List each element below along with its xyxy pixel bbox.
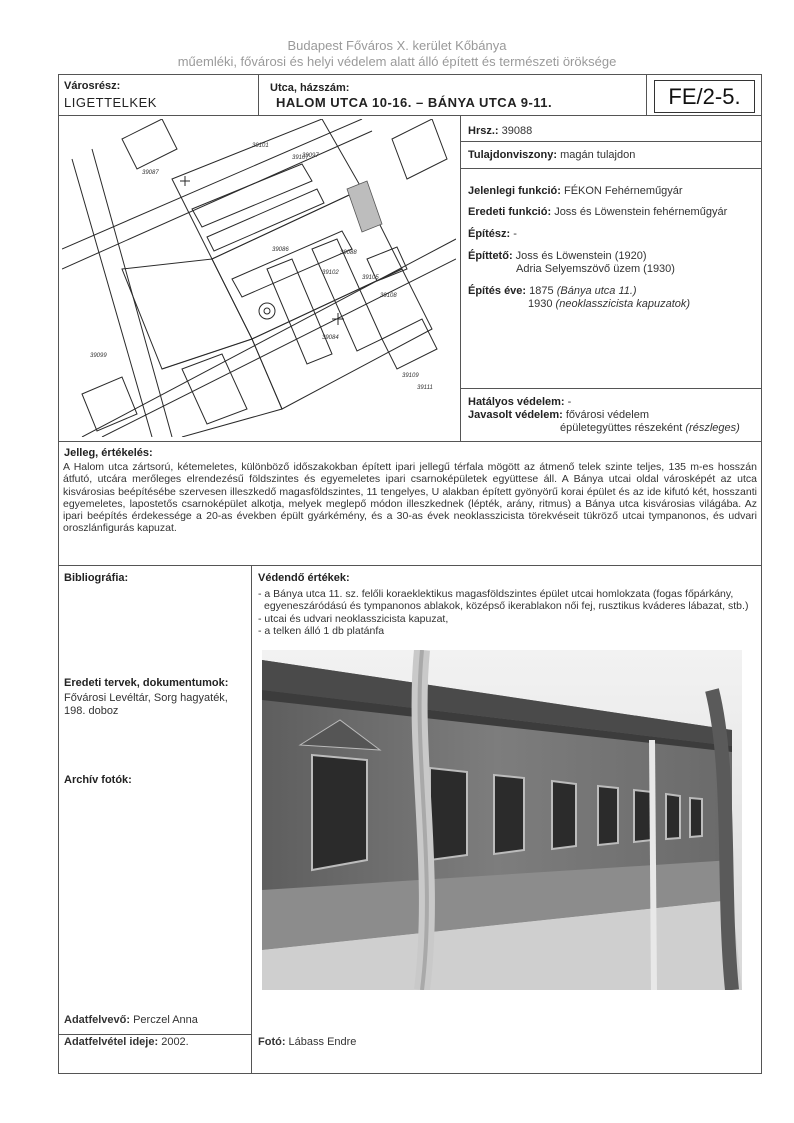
cadastral-map-drawing [62, 119, 456, 437]
header-line-1: Budapest Főváros X. kerület Kőbánya [287, 38, 507, 53]
values-label: Védendő értékek: [258, 572, 350, 584]
recorder-value: Perczel Anna [133, 1014, 198, 1026]
date-row [64, 1036, 189, 1048]
date-label: Adatfelvétel ideje: [64, 1036, 159, 1048]
protection-value: - [567, 396, 572, 408]
values-item: egyeneszáródású és tympanonos ablakok, középső ikerablakon női fej, rusztikus kváderes lábazat, stb.) [264, 600, 749, 613]
hrsz-row [468, 125, 532, 137]
original-function-value: Joss és Löwenstein fehérneműgyár [554, 206, 728, 218]
parcel-label: 39086 [272, 247, 289, 253]
divider-lower [58, 565, 762, 566]
original-function-label: Eredeti funkció: [468, 206, 552, 218]
parcel-label: 39088 [340, 250, 357, 256]
proposed-label: Javasolt védelem: [468, 409, 563, 421]
ownership-row [468, 149, 635, 161]
recorder-row [64, 1014, 198, 1026]
hrsz-label: Hrsz.: [468, 125, 499, 137]
parcel-label: 39102 [322, 270, 339, 276]
parcel-label: 39097 [302, 153, 319, 159]
protection-label: Hatályos védelem: [468, 396, 565, 408]
cadastral-map [62, 119, 456, 437]
plans-label: Eredeti tervek, dokumentumok: [64, 677, 229, 689]
architect-row [468, 228, 517, 240]
proposed-value-2: épületegyüttes részeként [560, 422, 683, 434]
proposed-note: (részleges) [685, 422, 740, 434]
parcel-label: 39109 [402, 373, 419, 379]
parcel-label: 39108 [380, 293, 397, 299]
proposed-value-1: fővárosi védelem [565, 409, 649, 421]
values-item: - a telken álló 1 db platánfa [258, 625, 385, 638]
district-value: LIGETTELKEK [64, 95, 157, 110]
character-label: Jelleg, értékelés: [64, 447, 153, 459]
parcel-label: 39105 [362, 275, 379, 281]
date-value: 2002. [161, 1036, 189, 1048]
architect-value: - [513, 228, 517, 240]
year-row [468, 285, 637, 297]
architect-label: Építész: [468, 228, 511, 240]
divider-lower-col [251, 565, 252, 1074]
bibliography-label: Bibliográfia: [64, 572, 129, 584]
year-row-2 [528, 298, 690, 310]
current-function-row [468, 185, 683, 197]
year-note-2: (neoklasszicista kapuzatok) [555, 298, 691, 310]
divider-map [460, 115, 461, 441]
parcel-label: 39107 [292, 155, 309, 161]
builder-value-2: Adria Selyemszövő üzem (1930) [516, 263, 675, 275]
parcel-label: 39084 [322, 335, 339, 341]
recorder-label: Adatfelvevő: [64, 1014, 131, 1026]
parcel-label: 39087 [142, 170, 159, 176]
street-label: Utca, házszám: [270, 82, 350, 94]
divider-top-2 [646, 74, 647, 115]
builder-label: Építtető: [468, 250, 513, 262]
record-code: FE/2-5. [654, 80, 755, 113]
parcel-label: 39111 [417, 385, 433, 391]
parcel-label: 39101 [252, 143, 269, 149]
header-line-2: műemléki, fővárosi és helyi védelem alatt álló épített és természeti öröksége [177, 54, 617, 69]
year-label: Építés éve: [468, 285, 527, 297]
photo-credit-label: Fotó: [258, 1036, 286, 1048]
year-value-2: 1930 [528, 298, 553, 310]
character-text: A Halom utca zártsorú, kétemeletes, különböző időszakokban épített ipari jellegű térfala mögött az átmenő telek szinte teljes, 135 m-es hosszán átfutó, utcára merőleges elrendezésű földszintes és egyemeletes ipari csarnoképületek együttese áll. A Bánya utcai oldal városképét az utca kisvárosias beépítésébe szervesen illeszkedő magasföldszintes, 11 tengelyes, U alakban épített gyönyörű korai épület és az ide kifutó két, hosszanti egyemeletes, lapostetős csarnoképület alkotja, melyek meglepő módon illeszkednek (lépték, arány, ritmus) a Bánya utca kisvárosias világába. Az ipari beépítés érdekessége a 20-as években épült gyárkémény, és a 30-as évek neoklasszicista törekvéseit tükröző utcai tympanonos, és udvari oroszlánfigurás kapuzat. [63, 461, 757, 535]
year-value-1: 1875 [529, 285, 554, 297]
divider-protection [460, 388, 762, 389]
divider-ownership [460, 168, 762, 169]
builder-value-1: Joss és Löwenstein (1920) [515, 250, 647, 262]
builder-row [468, 250, 647, 262]
district-label: Városrész: [64, 80, 121, 92]
hrsz-value: 39088 [501, 125, 533, 137]
divider-top-row [58, 115, 762, 116]
protection-row [468, 396, 571, 408]
values-item: - a Bánya utca 11. sz. felőli koraeklektikus magasföldszintes épület utcai homlokzata (fogas főpárkány, [258, 588, 734, 600]
parcel-label: 39099 [90, 353, 107, 359]
divider-top-1 [258, 74, 259, 115]
street-value: HALOM UTCA 10-16. – BÁNYA UTCA 9-11. [276, 95, 553, 110]
values-list [258, 588, 758, 638]
facade-photo-drawing [262, 650, 742, 990]
ownership-label: Tulajdonviszony: [468, 149, 558, 161]
current-function-value: FÉKON Fehérneműgyár [563, 185, 683, 197]
values-item: - utcai és udvari neoklasszicista kapuzat, [258, 612, 449, 625]
ownership-value: magán tulajdon [560, 149, 636, 161]
current-function-label: Jelenlegi funkció: [468, 185, 561, 197]
divider-character [58, 441, 762, 442]
divider-hrsz [460, 141, 762, 142]
plans-text: Fővárosi Levéltár, Sorg hagyaték, 198. doboz [64, 692, 228, 717]
proposed-row [468, 409, 649, 421]
photo-credit-value: Lábass Endre [288, 1036, 357, 1048]
year-note-1: (Bánya utca 11.) [556, 285, 637, 297]
photo-credit-row [258, 1036, 356, 1048]
original-function-row [468, 206, 727, 218]
divider-footer [58, 1034, 251, 1035]
proposed-row-2 [560, 422, 740, 434]
archive-photos-label: Archív fotók: [64, 774, 132, 786]
facade-photo [262, 650, 742, 990]
